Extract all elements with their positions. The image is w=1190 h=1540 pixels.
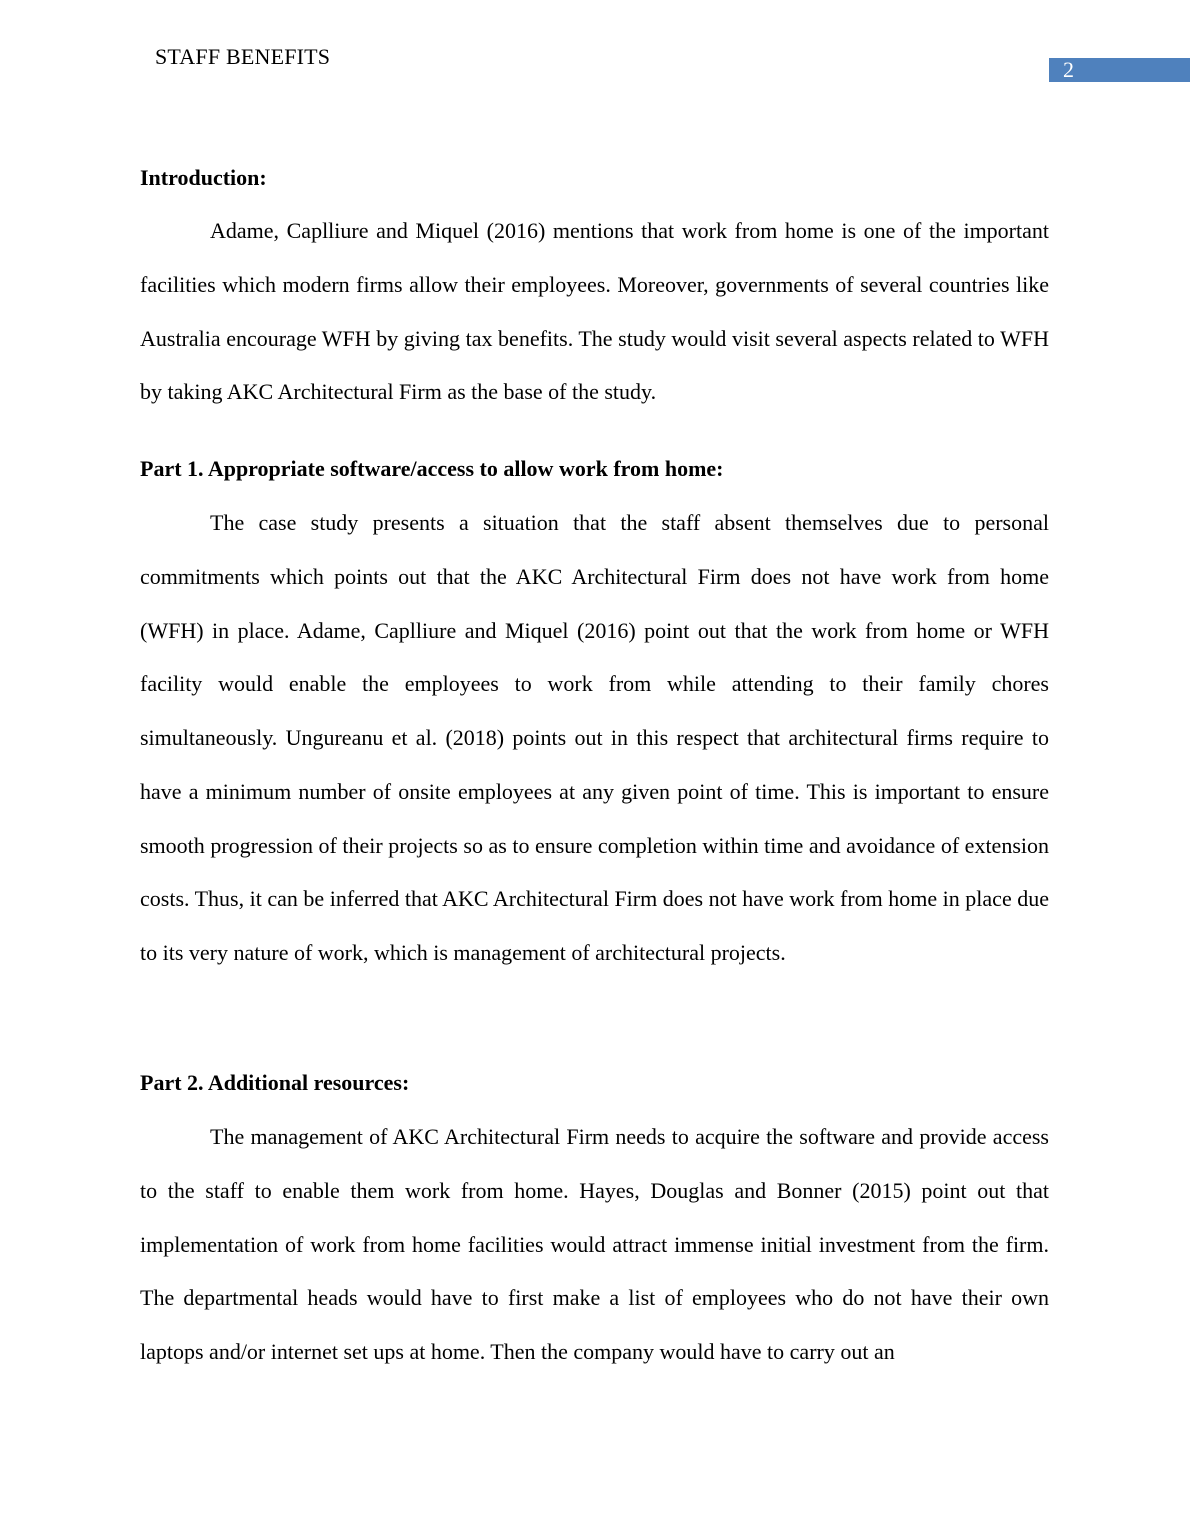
- introduction-heading: Introduction:: [140, 165, 267, 190]
- page-number-badge: [1049, 58, 1190, 82]
- part1-heading: Part 1. Appropriate software/access to allow work from home:: [140, 456, 724, 481]
- part2-heading: Part 2. Additional resources:: [140, 1070, 410, 1095]
- introduction-paragraph: Adame, Caplliure and Miquel (2016) mentions that work from home is one of the important facilities which modern firms allow their employees. Moreover, governments of several countries like Australia encourage WFH by giving tax benefits. The study would visit several aspects related to WFH by taking AKC Architectural Firm as the base of the study.: [140, 218, 1049, 405]
- page-number: 2: [1063, 57, 1074, 82]
- part1-paragraph: The case study presents a situation that the staff absent themselves due to personal commitments which points out that the AKC Architectural Firm does not have work from home (WFH) in place. Adame, Caplliure and Miquel (2016) point out that the work from home or WFH facility would enable the employees to work from while attending to their family chores simultaneously. Ungureanu et al. (2018) points out in this respect that architectural firms require to have a minimum number of onsite employees at any given point of time. This is important to ensure smooth progression of their projects so as to ensure completion within time and avoidance of extension costs. Thus, it can be inferred that AKC Architectural Firm does not have work from home in place due to its very nature of work, which is management of architectural projects.: [140, 510, 1049, 965]
- running-head: STAFF BENEFITS: [155, 44, 331, 69]
- part2-paragraph: The management of AKC Architectural Firm needs to acquire the software and provide access to the staff to enable them work from home. Hayes, Douglas and Bonner (2015) point out that implementation of work from home facilities would attract immense initial investment from the firm. The departmental heads would have to first make a list of employees who do not have their own laptops and/or internet set ups at home. Then the company would have to carry out an: [140, 1124, 1049, 1364]
